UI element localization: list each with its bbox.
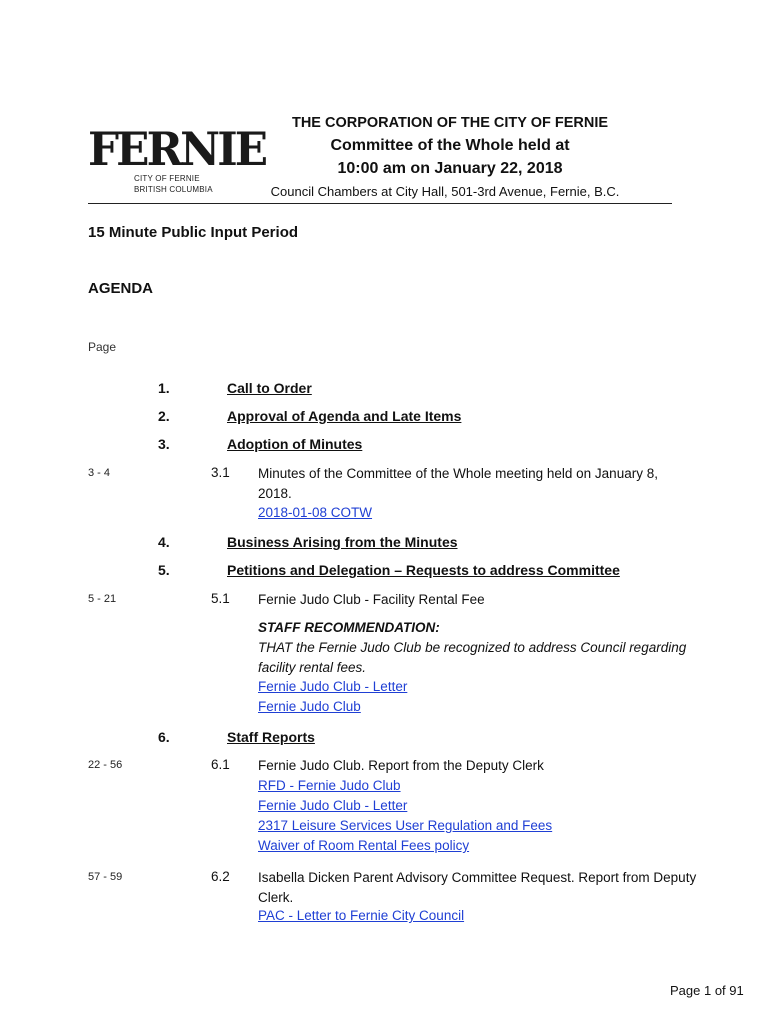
recommendation-text: facility rental fees. [258, 660, 367, 675]
sub-item-text: Fernie Judo Club - Facility Rental Fee [258, 592, 485, 607]
item-title-adoption: Adoption of Minutes [227, 436, 363, 452]
logo-province-line: BRITISH COLUMBIA [134, 185, 213, 194]
sub-item-number: 6.2 [211, 869, 230, 884]
recommendation-text: THAT the Fernie Judo Club be recognized to address Council regarding [258, 640, 687, 655]
item-pages: 3 - 4 [88, 467, 111, 479]
header-location: Council Chambers at City Hall, 501-3rd Avenue, Fernie, B.C. [270, 184, 620, 199]
sub-item-text: 2018. [258, 486, 292, 501]
link-leisure-services-fees[interactable]: 2317 Leisure Services User Regulation and Fees [258, 818, 553, 833]
item-title-petitions: Petitions and Delegation – Requests to address Committee [227, 562, 620, 578]
link-cotw-minutes[interactable]: 2018-01-08 COTW [258, 505, 373, 520]
sub-item-number: 3.1 [211, 465, 230, 480]
header-corporation: THE CORPORATION OF THE CITY OF FERNIE [291, 115, 609, 131]
sub-item-text: Isabella Dicken Parent Advisory Committee Request. Report from Deputy [258, 870, 697, 885]
link-rfd-judo[interactable]: RFD - Fernie Judo Club [258, 778, 401, 793]
item-number: 5. [158, 562, 170, 578]
sub-item-text: Clerk. [258, 890, 294, 905]
link-judo-letter-2[interactable]: Fernie Judo Club - Letter [258, 798, 408, 813]
sub-item-text: Fernie Judo Club. Report from the Deputy Clerk [258, 758, 544, 773]
header-datetime: 10:00 am on January 22, 2018 [337, 160, 563, 177]
item-pages: 22 - 56 [88, 759, 123, 771]
item-pages: 5 - 21 [88, 593, 117, 605]
header-committee: Committee of the Whole held at [330, 137, 570, 154]
item-title-approval: Approval of Agenda and Late Items [227, 408, 462, 424]
item-pages: 57 - 59 [88, 871, 123, 883]
logo-city-line: CITY OF FERNIE [134, 174, 200, 183]
page-footer: Page 1 of 91 [670, 983, 744, 998]
city-logo [88, 122, 266, 210]
item-number: 1. [158, 380, 170, 396]
link-judo-letter[interactable]: Fernie Judo Club - Letter [258, 679, 408, 694]
item-number: 4. [158, 534, 170, 550]
header-divider [88, 203, 672, 204]
item-number: 3. [158, 436, 170, 452]
link-judo-club[interactable]: Fernie Judo Club [258, 699, 361, 714]
sub-item-text: Minutes of the Committee of the Whole meeting held on January 8, [258, 466, 658, 481]
logo-wordmark: FERNIE [88, 122, 266, 176]
item-title-call-to-order: Call to Order [227, 380, 312, 396]
item-number: 2. [158, 408, 170, 424]
item-title-staff-reports: Staff Reports [227, 729, 315, 745]
sub-item-number: 5.1 [211, 591, 230, 606]
link-waiver-policy[interactable]: Waiver of Room Rental Fees policy [258, 838, 470, 853]
link-pac-letter[interactable]: PAC - Letter to Fernie City Council [258, 908, 465, 923]
staff-recommendation-heading: STAFF RECOMMENDATION: [258, 620, 440, 635]
page-column-label: Page [88, 340, 117, 354]
public-input-title: 15 Minute Public Input Period [88, 224, 299, 241]
sub-item-number: 6.1 [211, 757, 230, 772]
item-number: 6. [158, 729, 170, 745]
agenda-title: AGENDA [88, 280, 154, 297]
item-title-business-arising: Business Arising from the Minutes [227, 534, 458, 550]
